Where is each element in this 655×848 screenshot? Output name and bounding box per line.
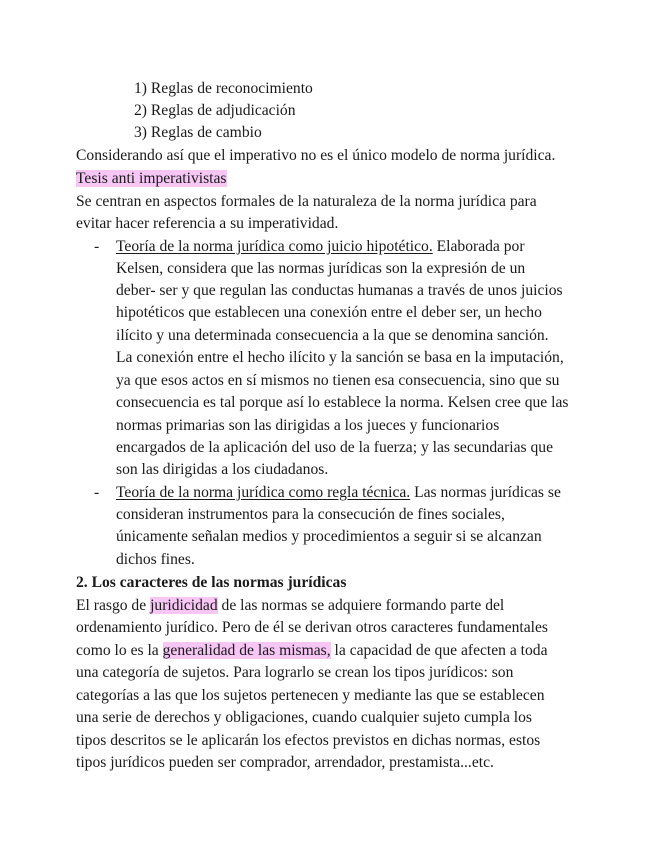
bullet-line: ya que esos actos en sí mismos no tienen esa consecuencia, sino que su (116, 372, 560, 389)
highlighted-heading (76, 169, 227, 189)
bullet-text: Las normas jurídicas se (410, 484, 561, 501)
bullet-line: son las dirigidas a los ciudadanos. (116, 461, 329, 478)
paragraph-line: Considerando así que el imperativo no es el único modelo de norma jurídica. (76, 147, 556, 164)
highlight-juridicidad: juridicidad (150, 597, 218, 614)
list-item: 1) Reglas de reconocimiento (134, 80, 313, 97)
highlight-generalidad: generalidad de las mismas, (162, 642, 331, 659)
bullet-first-line (116, 483, 561, 503)
list-item: 3) Reglas de cambio (134, 124, 262, 141)
bullet-line: únicamente señalan medios y procedimientos a seguir si se alcanzan (116, 528, 542, 545)
text-run: de las normas se adquiere formando parte del (217, 597, 505, 614)
bullet-text: Elaborada por (432, 238, 525, 255)
bullet-line: ilícito y una determinada consecuencia a la que se denomina sanción. (116, 327, 549, 344)
bullet-title: Teoría de la norma jurídica como regla técnica. (116, 484, 411, 501)
paragraph-line: evitar hacer referencia a su imperatividad. (76, 215, 339, 232)
paragraph-line (76, 641, 548, 661)
paragraph-line: tipos jurídicos pueden ser comprador, arrendador, prestamista...etc. (76, 754, 494, 771)
bullet-dash: - (94, 484, 100, 501)
paragraph-line: una serie de derechos y obligaciones, cuando cualquier sujeto cumpla los (76, 709, 532, 726)
bullet-title: Teoría de la norma jurídica como juicio hipotético. (116, 238, 433, 255)
paragraph-line (76, 596, 504, 616)
bullet-line: consecuencia es tal porque así lo establece la norma. Kelsen cree que las (116, 394, 569, 411)
bullet-line: Kelsen, considera que las normas jurídicas son la expresión de un (116, 260, 526, 277)
text-run: la capacidad de que afecten a toda (330, 642, 548, 659)
paragraph-line: Se centran en aspectos formales de la naturaleza de la norma jurídica para (76, 193, 537, 210)
bullet-line: hipotéticos que establecen una conexión entre el deber ser, un hecho (116, 304, 542, 321)
text-run: El rasgo de (76, 597, 151, 614)
section-heading: 2. Los caracteres de las normas jurídicas (76, 574, 347, 591)
bullet-line: encargados de la aplicación del uso de la fuerza; y las secundarias que (116, 439, 554, 456)
bullet-line: deber- ser y que regulan las conductas humanas a través de unos juicios (116, 282, 563, 299)
bullet-line: normas primarias son las dirigidas a los jueces y funcionarios (116, 417, 500, 434)
paragraph-line: tipos descritos se le aplicarán los efectos previstos en dichas normas, estos (76, 732, 541, 749)
text-run: como lo es la (76, 642, 163, 659)
paragraph-line: categorías a las que los sujetos pertenecen y mediante las que se establecen (76, 687, 545, 704)
bullet-first-line (116, 237, 525, 257)
bullet-dash: - (94, 238, 100, 255)
paragraph-line: ordenamiento jurídico. Pero de él se derivan otros caracteres fundamentales (76, 619, 548, 636)
bullet-line: La conexión entre el hecho ilícito y la sanción se basa en la imputación, (116, 349, 564, 366)
bullet-line: dichos fines. (116, 551, 195, 568)
heading-anti-imperativistas: Tesis anti imperativistas (76, 170, 227, 187)
paragraph-line: una categoría de sujetos. Para lograrlo se crean los tipos jurídicos: son (76, 664, 514, 681)
list-item: 2) Reglas de adjudicación (134, 102, 296, 119)
bullet-line: consideran instrumentos para la consecución de fines sociales, (116, 506, 505, 523)
